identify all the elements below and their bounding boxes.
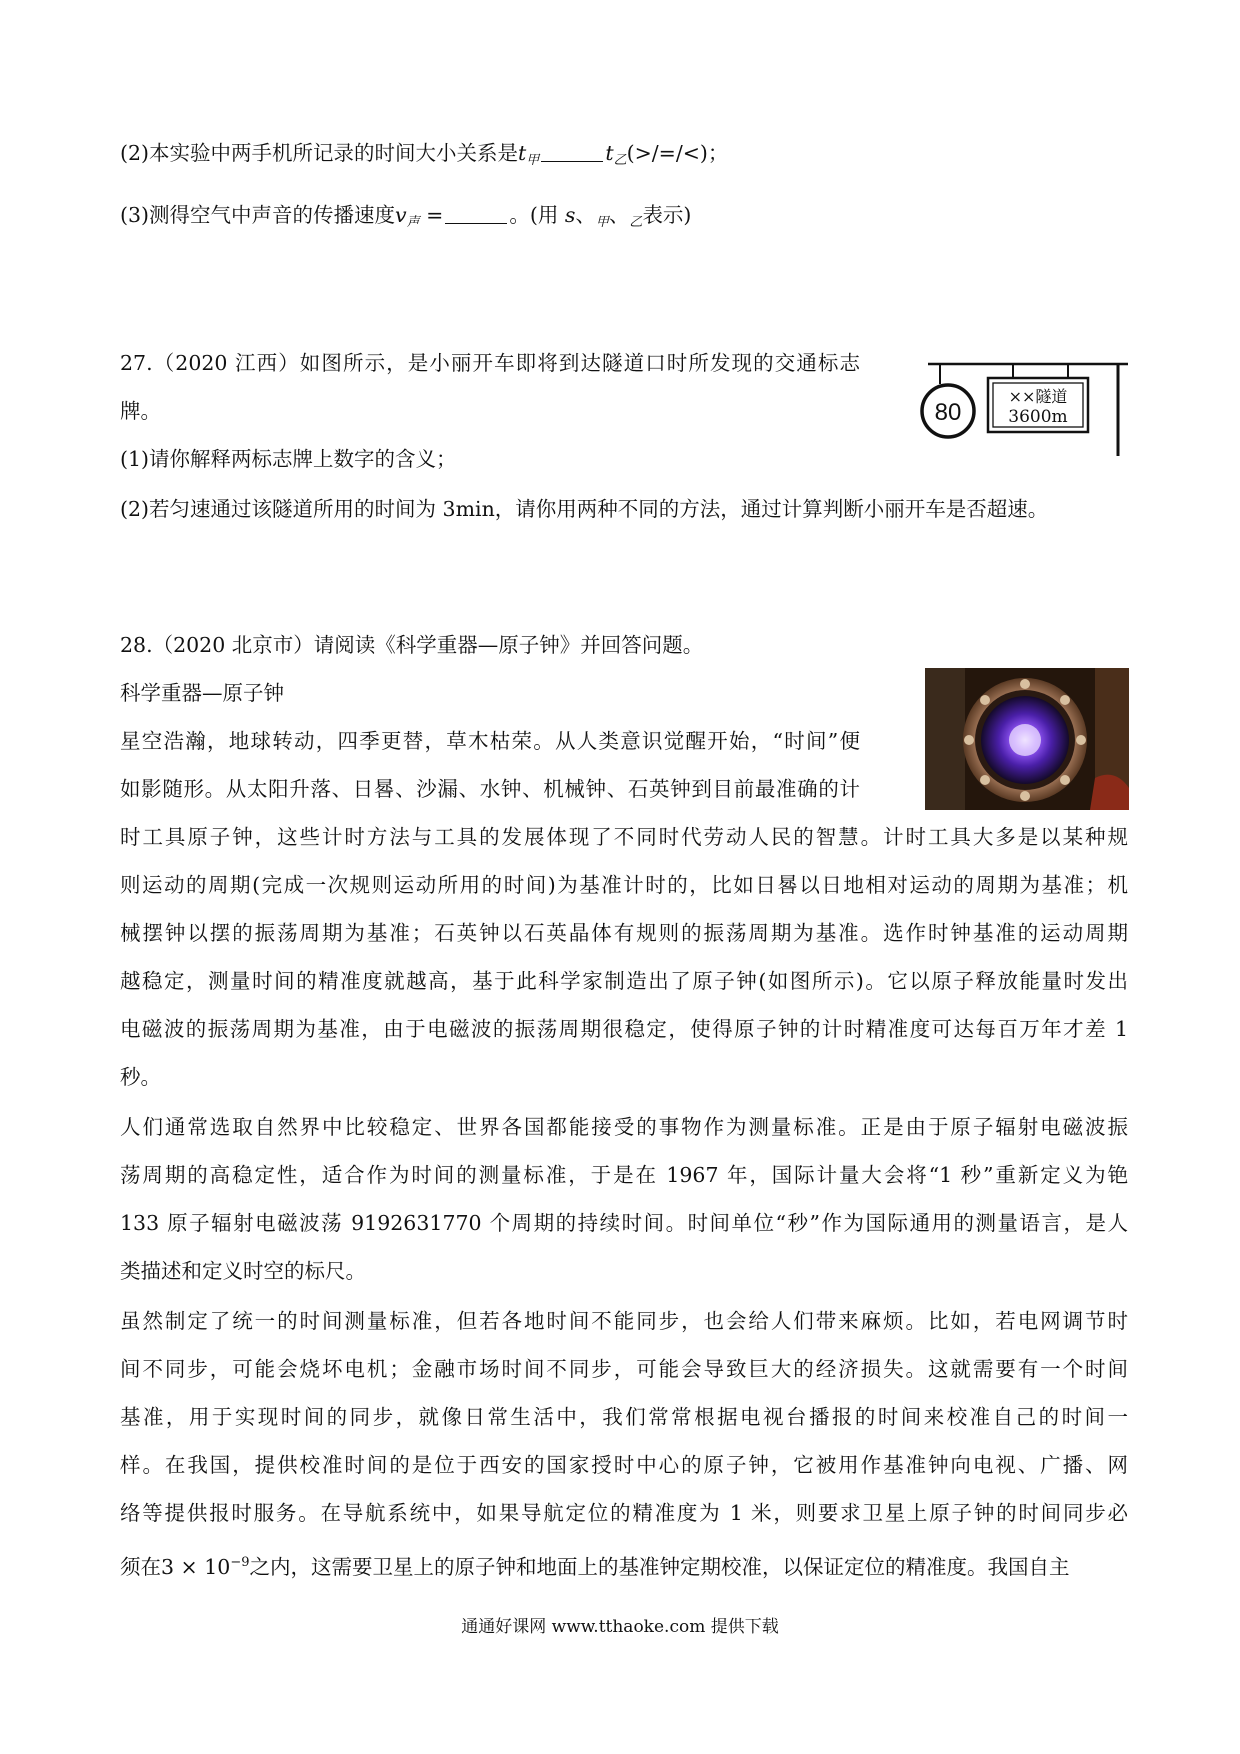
para-line: 秒。 bbox=[120, 1065, 161, 1089]
para-line: 133 原子辐射电磁波荡 9192631770 个周期的持续时间。时间单位“秒”作为国际通用的测量语言，是人 bbox=[120, 1211, 1128, 1235]
para-line: 间不同步，可能会烧坏电机；金融市场时间不同步，可能会导致巨大的经济损失。这就需要有一个时间 bbox=[120, 1357, 1128, 1381]
para-line: 样。在我国，提供校准时间的是位于西安的国家授时中心的原子钟，它被用作基准钟向电视、广播、网 bbox=[120, 1453, 1128, 1477]
sub-jia: 甲 bbox=[595, 215, 609, 230]
para-line-last bbox=[120, 1548, 1128, 1582]
q27-line3: (1)请你解释两标志牌上数字的含义； bbox=[120, 447, 457, 471]
para-line: 则运动的周期(完成一次规则运动所用的时间)为基准计时的，比如日晷以日地相对运动的周期为基准；机 bbox=[120, 873, 1128, 897]
tunnel-name-text: ××隧道 bbox=[1008, 387, 1068, 406]
para-line: 星空浩瀚，地球转动，四季更替，草木枯荣。从人类意识觉醒开始，“时间”便 bbox=[120, 729, 860, 753]
last-prefix: 须在3 × 10 bbox=[120, 1555, 231, 1579]
sub-jia: 甲 bbox=[526, 153, 540, 168]
para-line: 如影随形。从太阳升落、日晷、沙漏、水钟、机械钟、石英钟到目前最准确的计 bbox=[120, 777, 860, 801]
equals: = bbox=[419, 203, 444, 227]
sub-sheng: 声 bbox=[406, 215, 420, 230]
q26-part3-text: (3)测得空气中声音的传播速度 bbox=[120, 203, 396, 227]
para-line: 越稳定，测量时间的精准度就越高，基于此科学家制造出了原子钟(如图所示)。它以原子释放能量时发出 bbox=[120, 969, 1128, 993]
q26-part2 bbox=[120, 138, 728, 176]
para-line: 虽然制定了统一的时间测量标准，但若各地时间不能同步，也会给人们带来麻烦。比如，若电网调节时 bbox=[120, 1309, 1128, 1333]
q26-part3-mid: 。(用 bbox=[509, 203, 565, 227]
para-line: 荡周期的高稳定性，适合作为时间的测量标准，于是在 1967 年，国际计量大会将“1 秒”重新定义为铯 bbox=[120, 1163, 1128, 1187]
answer-blank[interactable] bbox=[445, 203, 507, 224]
q27-line2: 牌。 bbox=[120, 399, 161, 423]
q26-part2-suffix: (>/=/<)； bbox=[626, 141, 729, 165]
v-symbol: v bbox=[395, 203, 407, 227]
t-symbol: t bbox=[605, 141, 614, 165]
para-line: 络等提供报时服务。在导航系统中，如果导航定位的精准度为 1 米，则要求卫星上原子钟的时间同步必 bbox=[120, 1501, 1128, 1525]
sep: 、 bbox=[575, 203, 596, 227]
para-line: 械摆钟以摆的振荡周期为基准；石英钟以石英晶体有规则的振荡周期为基准。选作时钟基准的运动周期 bbox=[120, 921, 1128, 945]
s-symbol: s bbox=[564, 203, 576, 227]
last-suffix: 之内，这需要卫星上的原子钟和地面上的基准钟定期校准，以保证定位的精准度。我国自主 bbox=[249, 1555, 1070, 1579]
t-symbol: t bbox=[518, 141, 527, 165]
footer-text: 通通好课网 www.tthaoke.com 提供下载 bbox=[461, 1617, 779, 1637]
q26-part3-suffix: 表示) bbox=[642, 203, 692, 227]
atomic-clock-photo bbox=[925, 668, 1129, 810]
para-line: 时工具原子钟，这些计时方法与工具的发展体现了不同时代劳动人民的智慧。计时工具大多是以某种规 bbox=[120, 825, 1128, 849]
q28-line1: 28.（2020 北京市）请阅读《科学重器—原子钟》并回答问题。 bbox=[120, 633, 704, 657]
exponent: −9 bbox=[230, 1555, 250, 1570]
para-line: 电磁波的振荡周期为基准，由于电磁波的振荡周期很稳定，使得原子钟的计时精准度可达每百万年才差 1 bbox=[120, 1017, 1128, 1041]
sub-yi: 乙 bbox=[613, 153, 627, 168]
tunnel-length-text: 3600m bbox=[1008, 407, 1068, 427]
speed-limit-text: 80 bbox=[934, 399, 962, 426]
para-line: 基准，用于实现时间的同步，就像日常生活中，我们常常根据电视台播报的时间来校准自己的时间一 bbox=[120, 1405, 1128, 1429]
q26-part2-text: (2)本实验中两手机所记录的时间大小关系是 bbox=[120, 141, 519, 165]
q26-part3 bbox=[120, 200, 691, 238]
q28-title: 科学重器—原子钟 bbox=[120, 681, 284, 705]
para-line: 类描述和定义时空的标尺。 bbox=[120, 1259, 366, 1283]
answer-blank[interactable] bbox=[541, 141, 603, 162]
sep: 、 bbox=[608, 203, 630, 227]
q27-line4: (2)若匀速通过该隧道所用的时间为 3min，请你用两种不同的方法，通过计算判断小丽开车是否超速。 bbox=[120, 497, 1049, 521]
traffic-sign-figure bbox=[918, 352, 1128, 456]
para-line: 人们通常选取自然界中比较稳定、世界各国都能接受的事物作为测量标准。正是由于原子辐射电磁波振 bbox=[120, 1115, 1128, 1139]
q27-line1: 27.（2020 江西）如图所示，是小丽开车即将到达隧道口时所发现的交通标志 bbox=[120, 351, 860, 375]
sub-yi: 乙 bbox=[629, 215, 643, 230]
